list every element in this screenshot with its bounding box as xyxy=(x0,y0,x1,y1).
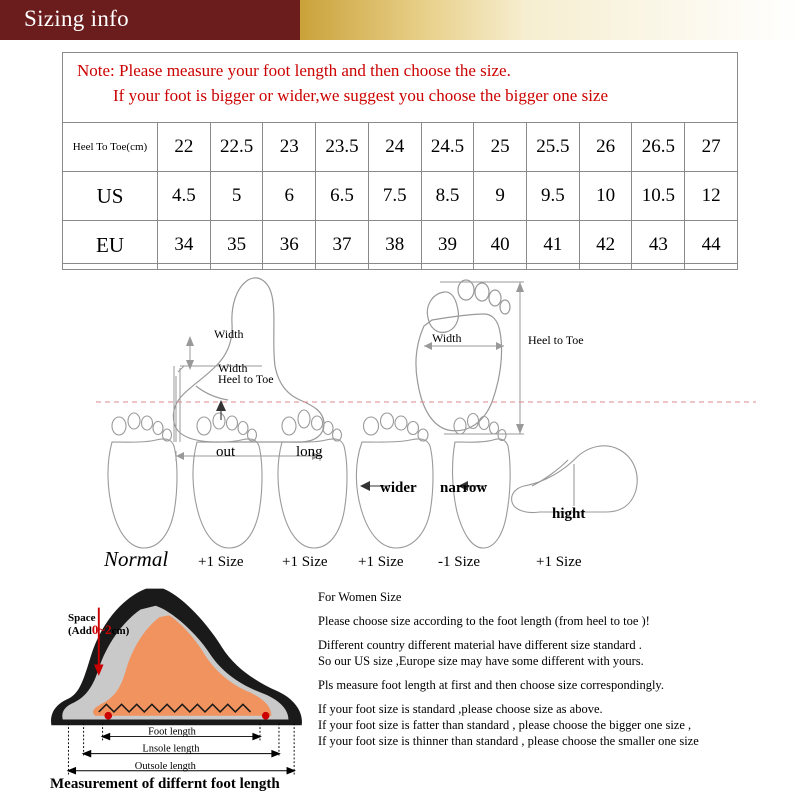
row-header-heel-to-toe: Heel To Toe(cm) xyxy=(63,123,158,172)
space-label-text: Space xyxy=(68,612,96,624)
comparison-top-label-narrow: narrow xyxy=(440,480,488,496)
note-line-1: Note: Please measure your foot length and then choose the size. xyxy=(77,61,511,80)
foot-length-label: Foot length xyxy=(148,726,196,738)
top-foot-heel-to-toe-label: Heel to Toe xyxy=(528,333,584,347)
foot-diagram-zone xyxy=(0,266,800,584)
cell: 26 xyxy=(579,123,632,172)
cell: 7.5 xyxy=(368,172,421,221)
cell: 36 xyxy=(263,221,316,270)
comparison-top-label-hight: hight xyxy=(552,506,586,522)
women-info-line-1: Please choose size according to the foot length (from heel to toe )! xyxy=(318,614,650,628)
cell: 12 xyxy=(685,172,738,221)
cell: 10.5 xyxy=(632,172,685,221)
comparison-bottom-label-2: +1 Size xyxy=(282,554,328,570)
women-info-line-6: If your foot size is fatter than standard , please choose the bigger one size , xyxy=(318,718,692,732)
cell: 35 xyxy=(210,221,263,270)
cell: 37 xyxy=(316,221,369,270)
cell: 9 xyxy=(474,172,527,221)
side-width-text: Width xyxy=(218,361,248,375)
space-add-prefix: (Add xyxy=(68,625,92,637)
cell: 40 xyxy=(474,221,527,270)
measurement-caption: Measurement of differnt foot length xyxy=(50,776,280,792)
cell: 23 xyxy=(263,123,316,172)
women-info-line-5: If your foot size is standard ,please choose size as above. xyxy=(318,702,603,716)
space-annotation xyxy=(68,612,129,637)
cell: 4.5 xyxy=(158,172,211,221)
women-size-info xyxy=(318,590,788,758)
toe-marker xyxy=(104,712,112,720)
top-foot-outline xyxy=(416,280,510,431)
heel-marker xyxy=(262,712,270,720)
foot-measurement-illustration xyxy=(40,578,315,788)
cell: 5 xyxy=(210,172,263,221)
header-gold-gradient xyxy=(300,0,800,40)
table-row xyxy=(63,123,738,172)
comparison-bottom-label-3: +1 Size xyxy=(358,554,404,570)
space-add-suffix: cm) xyxy=(111,625,130,637)
comparison-bottom-label-normal: Normal xyxy=(104,547,169,571)
table-row xyxy=(63,221,738,270)
women-info-line-7: If your foot size is thinner than standard , please choose the smaller one size xyxy=(318,734,699,748)
cell: 10 xyxy=(579,172,632,221)
women-info-title: For Women Size xyxy=(318,590,402,604)
side-foot-outline xyxy=(173,278,324,442)
cell: 41 xyxy=(527,221,580,270)
table-row xyxy=(63,172,738,221)
women-info-line-2: Different country different material have different size standard . xyxy=(318,638,642,652)
top-foot-dimension-lines xyxy=(424,282,524,434)
cell: 34 xyxy=(158,221,211,270)
comparison-top-label-out: out xyxy=(216,444,236,460)
side-foot-heel-to-toe-label: Heel to Toe xyxy=(218,372,274,386)
cell: 26.5 xyxy=(632,123,685,172)
cell: 44 xyxy=(685,221,738,270)
cell: 24.5 xyxy=(421,123,474,172)
women-info-line-4: Pls measure foot length at first and then choose size correspondingly. xyxy=(318,678,664,692)
comparison-footprints xyxy=(108,400,637,548)
cell: 38 xyxy=(368,221,421,270)
top-foot-width-label: Width xyxy=(432,331,462,345)
page-header xyxy=(0,0,800,40)
women-info-line-3: So our US size ,Europe size may have some different with yours. xyxy=(318,654,644,668)
cell: 43 xyxy=(632,221,685,270)
side-foot-width-label: Width xyxy=(214,327,244,341)
cell: 22 xyxy=(158,123,211,172)
bottom-zone xyxy=(0,578,800,800)
row-header-us: US xyxy=(63,172,158,221)
cell: 42 xyxy=(579,221,632,270)
cell: 25.5 xyxy=(527,123,580,172)
row-header-eu: EU xyxy=(63,221,158,270)
comparison-top-label-wider: wider xyxy=(380,480,417,496)
comparison-bottom-label-4: -1 Size xyxy=(438,554,481,570)
insole-length-label: Lnsole length xyxy=(142,743,200,755)
cell: 6.5 xyxy=(316,172,369,221)
cell: 8.5 xyxy=(421,172,474,221)
space-add-value: 0~2 xyxy=(91,622,112,637)
note-line-2: If your foot is bigger or wider,we suggest you choose the bigger one size xyxy=(113,86,609,105)
cell: 27 xyxy=(685,123,738,172)
comparison-bottom-label-5: +1 Size xyxy=(536,554,582,570)
cell: 6 xyxy=(263,172,316,221)
cell: 9.5 xyxy=(527,172,580,221)
comparison-bottom-label-1: +1 Size xyxy=(198,554,244,570)
cell: 23.5 xyxy=(316,123,369,172)
size-conversion-table xyxy=(62,122,738,270)
cell: 22.5 xyxy=(210,123,263,172)
cell: 39 xyxy=(421,221,474,270)
comparison-top-label-long: long xyxy=(296,444,323,460)
outsole-length-label: Outsole length xyxy=(134,760,196,772)
cell: 24 xyxy=(368,123,421,172)
cell: 25 xyxy=(474,123,527,172)
page-title: Sizing info xyxy=(24,6,129,31)
